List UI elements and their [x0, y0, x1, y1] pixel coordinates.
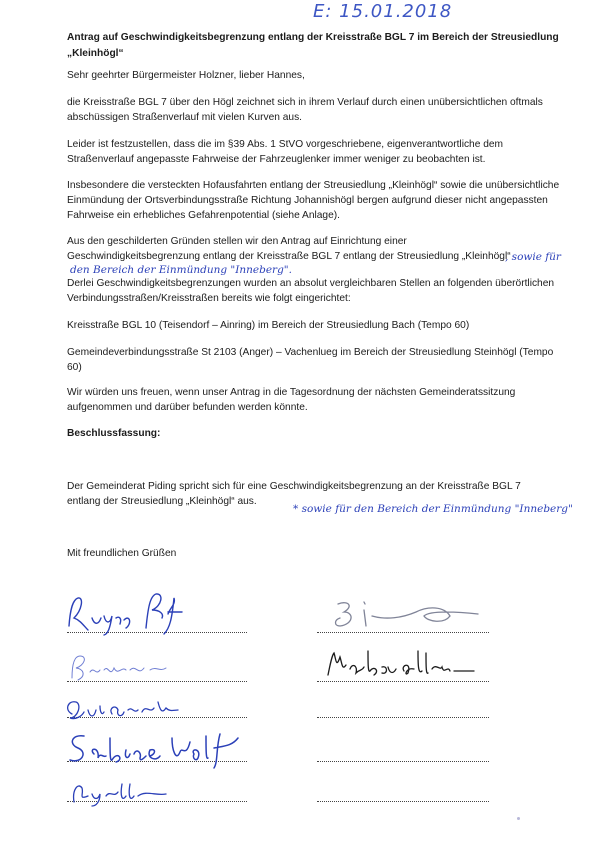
- closing-greeting: Mit freundlichen Grüßen: [67, 548, 177, 559]
- signature-line-right-4: [317, 761, 489, 762]
- scan-speck: [517, 817, 520, 820]
- handwritten-addition-request-b: den Bereich der Einmündung "Inneberg".: [70, 264, 292, 276]
- signature-line-right-5: [317, 801, 489, 802]
- paragraph-agenda-request: Wir würden uns freuen, wenn unser Antrag in die Tagesordnung der nächsten Gemeinderatssitzung aufgenommen und darüber befunden werden könnte.: [67, 387, 516, 413]
- received-date-stamp: E: 15.01.2018: [313, 1, 453, 22]
- signature-line-right-3: [317, 717, 489, 718]
- paragraph-request-line-1: Aus den geschilderten Gründen stellen wir den Antrag auf Einrichtung einer: [67, 236, 407, 247]
- paragraph-hazards: Insbesondere die versteckten Hofausfahrten entlang der Streusiedlung „Kleinhögl“ sowie die unübersichtliche Einmündung der Ortsverbindungsstraße Richtung Johannishögl bergen aufgrund dieser nicht angepassten Fahrweise ein erhebliches Gefahrenpotential (siehe Anlage).: [67, 180, 560, 221]
- paragraph-comparable-places: Derlei Geschwindigkeitsbegrenzungen wurden an absolut vergleichbaren Stellen an folgenden überörtlichen Verbindungsstraßen/Kreisstraßen bereits wie folgt eingerichtet:: [67, 278, 555, 304]
- signature-left-1: [64, 588, 194, 638]
- signature-left-3: [62, 692, 192, 726]
- signature-right-1: [320, 596, 480, 636]
- resolution-line-2: entlang der Streusiedlung „Kleinhögl“ aus.: [67, 496, 257, 507]
- handwritten-addition-request-a: , sowie für: [505, 251, 561, 263]
- resolution-line-1: Der Gemeinderat Piding spricht sich für eine Geschwindigkeitsbegrenzung an der Kreisstraße BGL 7: [67, 481, 521, 492]
- signature-left-5: [66, 776, 186, 806]
- handwritten-addition-resolution: * sowie für den Bereich der Einmündung "Inneberg": [293, 503, 573, 515]
- signature-left-4: [64, 728, 244, 772]
- paragraph-driving-behaviour: Leider ist festzustellen, dass die im §39 Abs. 1 StVO vorgeschriebene, eigenverantwortliche dem Straßenverlauf angepasste Fahrweise der Fahrzeuglenker immer weniger zu beobachten ist.: [67, 139, 504, 165]
- paragraph-example-st2103: Gemeindeverbindungsstraße St 2103 (Anger) – Vachenlueg im Bereich der Streusiedlung Steinhögl (Tempo 60): [67, 347, 554, 373]
- salutation: Sehr geehrter Bürgermeister Holzner, lieber Hannes,: [67, 70, 305, 81]
- paragraph-road-description: die Kreisstraße BGL 7 über den Högl zeichnet sich in ihrem Verlauf durch einen unübersichtlichen oftmals abschüssigen Straßenverlauf mit vielen Kurven aus.: [67, 97, 543, 123]
- signature-left-2: [66, 652, 176, 684]
- resolution-heading: Beschlussfassung:: [67, 428, 161, 439]
- paragraph-request-line-2: Geschwindigkeitsbegrenzung entlang der Kreisstraße BGL 7 entlang der Streusiedlung „Kleinhögl“: [67, 251, 511, 262]
- letter-title: Antrag auf Geschwindigkeitsbegrenzung entlang der Kreisstraße BGL 7 im Bereich der Streusiedlung „Kleinhögl“: [67, 32, 559, 59]
- signature-right-2: [324, 645, 484, 685]
- paragraph-example-bgl10: Kreisstraße BGL 10 (Teisendorf – Ainring) im Bereich der Streusiedlung Bach (Tempo 60): [67, 320, 470, 331]
